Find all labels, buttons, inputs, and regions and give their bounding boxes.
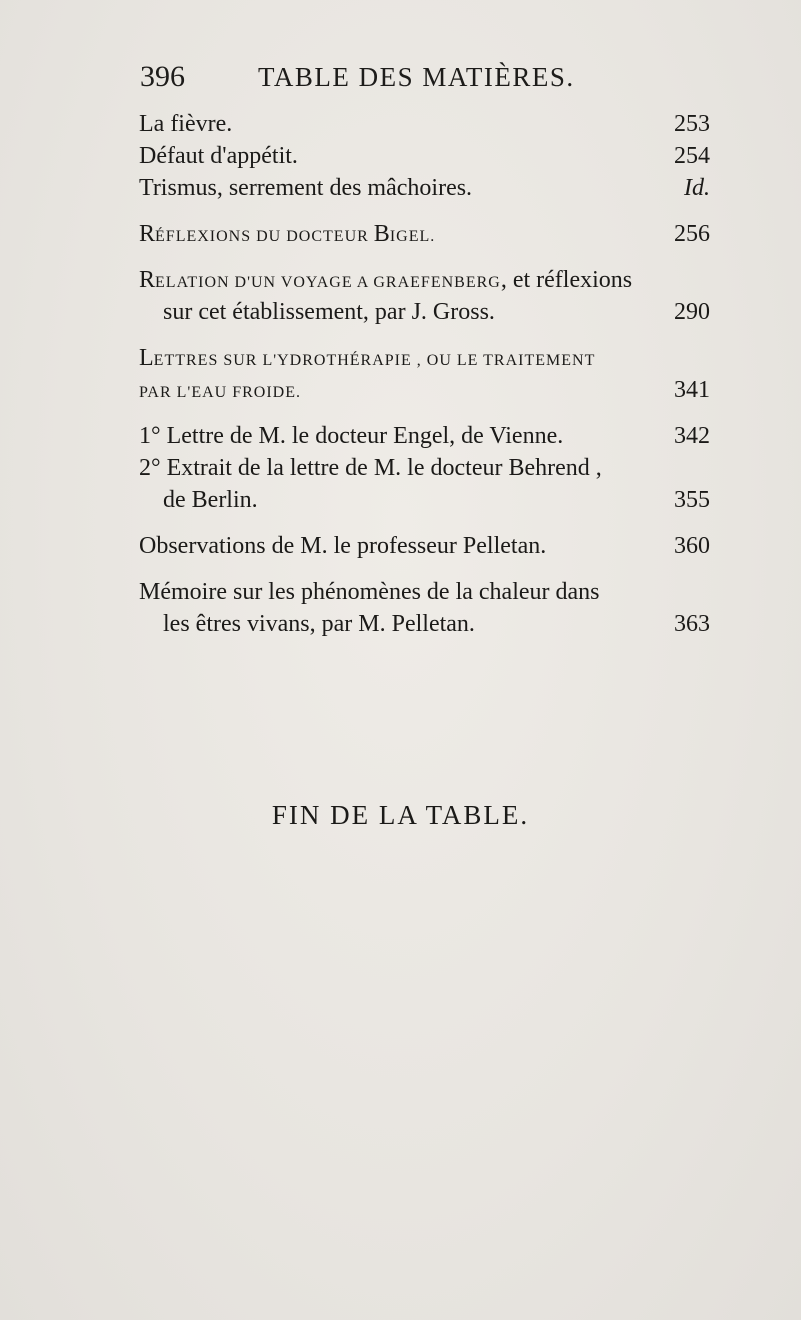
toc-entry-page: 254 xyxy=(674,143,710,169)
toc-entry xyxy=(139,452,710,484)
toc-entry-page: 290 xyxy=(674,299,710,325)
toc-entry-continuation xyxy=(139,484,710,516)
end-of-table: FIN DE LA TABLE. xyxy=(271,800,530,830)
toc-entry-title: de Berlin. xyxy=(163,487,258,513)
running-title: TABLE DES MATIÈRES. xyxy=(258,62,575,92)
page-number: 396 xyxy=(140,60,185,93)
toc-entry-page: Id. xyxy=(684,175,710,201)
toc-entry-title: RELATION D'UN VOYAGE A GRAEFENBERG, et réflexions xyxy=(139,267,633,293)
toc-entry-title: RÉFLEXIONS DU DOCTEUR BIGEL. xyxy=(139,221,436,247)
toc-entry-page: 355 xyxy=(674,487,710,513)
toc-entry-title: La fièvre. xyxy=(139,111,233,137)
toc-entry-title: Trismus, serrement des mâchoires. xyxy=(139,175,473,201)
toc-entry-title: 1° Lettre de M. le docteur Engel, de Vienne. xyxy=(139,423,564,449)
toc-entry-page: 256 xyxy=(674,221,710,247)
toc-entry xyxy=(139,530,710,562)
toc-entry-title: Mémoire sur les phénomènes de la chaleur dans xyxy=(139,579,600,605)
toc-entry xyxy=(139,172,710,204)
toc-entry-page: 360 xyxy=(674,533,710,559)
toc-entry-title: PAR L'EAU FROIDE. xyxy=(139,384,301,401)
toc-entry-page: 342 xyxy=(674,423,710,449)
toc-section-heading xyxy=(139,264,710,296)
toc-entry-continuation xyxy=(139,374,710,406)
running-header xyxy=(140,60,600,94)
toc-entry-continuation xyxy=(139,296,710,328)
table-of-contents xyxy=(139,108,710,640)
toc-entry xyxy=(139,576,710,608)
toc-entry-page: 363 xyxy=(674,611,710,637)
toc-entry-title: les êtres vivans, par M. Pelletan. xyxy=(163,611,475,637)
toc-entry xyxy=(139,108,710,140)
toc-entry-page: 341 xyxy=(674,377,710,403)
toc-section-heading xyxy=(139,342,710,374)
toc-entry-title: Défaut d'appétit. xyxy=(139,143,298,169)
toc-section-heading xyxy=(139,218,710,250)
toc-entry xyxy=(139,140,710,172)
toc-entry xyxy=(139,420,710,452)
toc-entry-title: Observations de M. le professeur Pelletan. xyxy=(139,533,547,559)
toc-entry-title: LETTRES SUR L'YDROTHÉRAPIE , OU LE TRAITEMENT xyxy=(139,345,596,371)
toc-entry-continuation xyxy=(139,608,710,640)
toc-entry-page: 253 xyxy=(674,111,710,137)
toc-entry-title: 2° Extrait de la lettre de M. le docteur Behrend , xyxy=(139,455,602,481)
toc-entry-title: sur cet établissement, par J. Gross. xyxy=(163,299,495,325)
